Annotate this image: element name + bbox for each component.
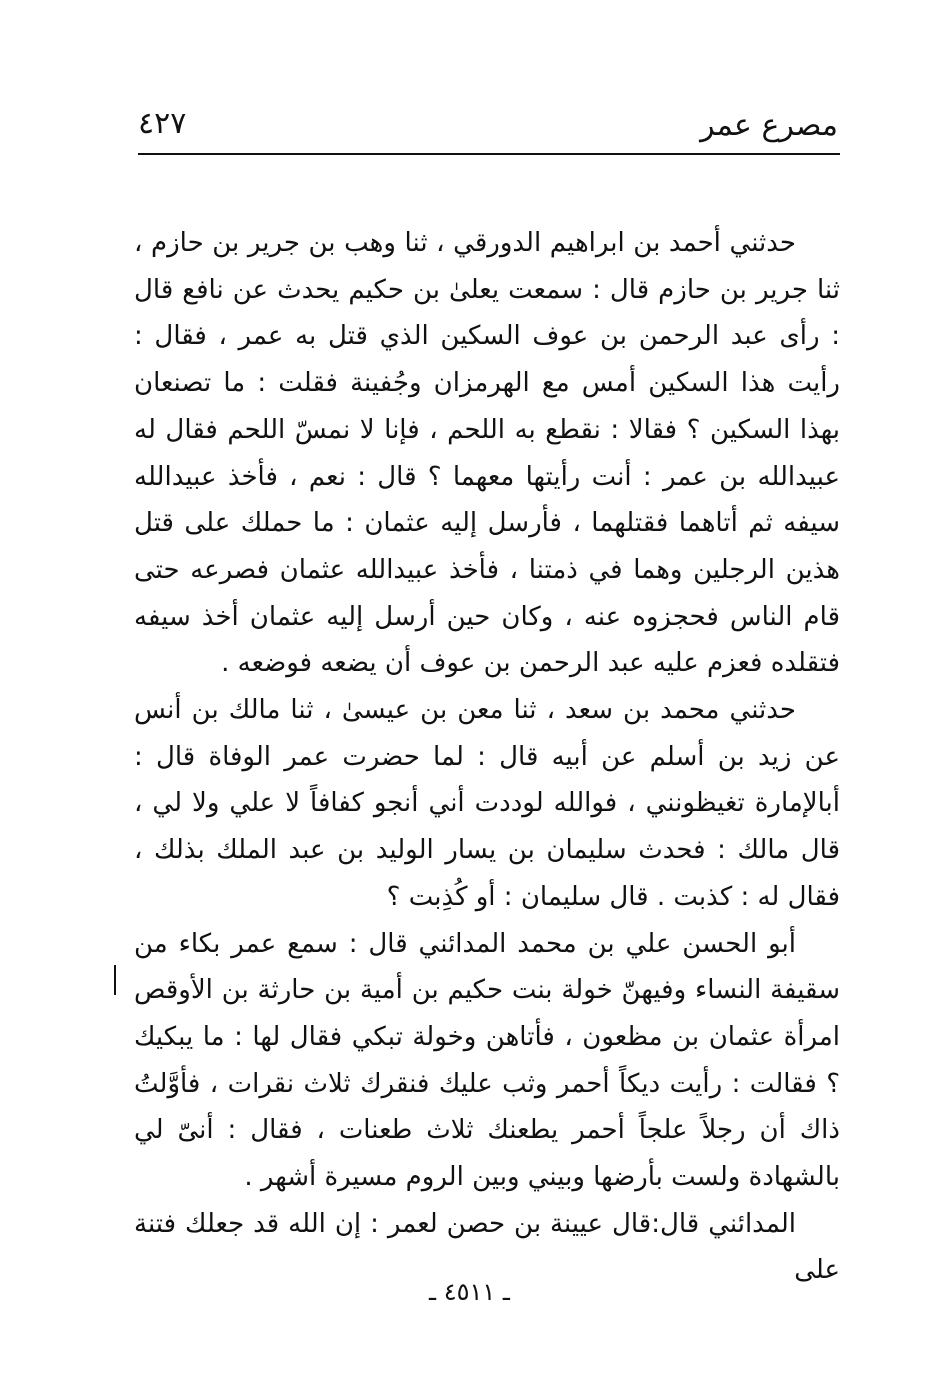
page-header — [138, 104, 838, 154]
paragraph: أبو الحسن علي بن محمد المدائني قال : سمع عمر بكاء من سقيفة النساء وفيهنّ خولة بنت حكيم بن أمية بن حارثة بن الأوقص امرأة عثمان بن مظعون ، فأتاهن وخولة تبكي فقال لها : ما يبكيك ؟ فقالت : رأيت ديكاً أحمر وثب عليك فنقرك ثلاث نقرات ، فأوَّلتُ ذاك أن رجلاً علجاً أحمر يطعنك ثلاث طعنات ، فقال : أنىّ لي بالشهادة ولست بأرضها وبيني وبين الروم مسيرة أشهر . — [134, 928, 840, 1193]
paragraph: المدائني قال:قال عيينة بن حصن لعمر : إن الله قد جعلك فتنة على — [134, 1208, 840, 1286]
page-number: ٤٢٧ — [138, 106, 187, 141]
margin-mark — [114, 965, 116, 995]
footer-page-code: ـ ٤٥١١ ـ — [429, 1278, 510, 1306]
header-divider — [138, 153, 840, 155]
running-title: مصرع عمر — [700, 108, 838, 143]
body-text — [134, 220, 840, 1294]
page-footer — [0, 1278, 939, 1306]
paragraph: حدثني محمد بن سعد ، ثنا معن بن عيسىٰ ، ثنا مالك بن أنس عن زيد بن أسلم عن أبيه قال : لما حضرت عمر الوفاة قال : أبالإمارة تغيظونني ، فوالله لوددت أني أنجو كفافاً لا علي ولا لي ، قال مالك : فحدث سليمان بن يسار الوليد بن عبد الملك بذلك ، فقال له : كذبت . قال سليمان : أو كُذِبت ؟ — [134, 695, 840, 912]
paragraph: حدثني أحمد بن ابراهيم الدورقي ، ثنا وهب بن جرير بن حازم ، ثنا جرير بن حازم قال : سمعت يعلىٰ بن حكيم يحدث عن نافع قال : رأى عبد الرحمن بن عوف السكين الذي قتل به عمر ، فقال : رأيت هذا السكين أمس مع الهرمزان وجُفينة فقلت : ما تصنعان بهذا السكين ؟ فقالا : نقطع به اللحم ، فإنا لا نمسّ اللحم فقال له عبيدالله بن عمر : أنت رأيتها معهما ؟ قال : نعم ، فأخذ عبيدالله سيفه ثم أتاهما فقتلهما ، فأرسل إليه عثمان : ما حملك على قتل هذين الرجلين وهما في ذمتنا ، فأخذ عبيدالله عثمان فصرعه حتى قام الناس فحجزوه عنه ، وكان حين أرسل إليه عثمان أخذ سيفه فتقلده فعزم عليه عبد الرحمن بن عوف أن يضعه فوضعه . — [134, 228, 840, 679]
